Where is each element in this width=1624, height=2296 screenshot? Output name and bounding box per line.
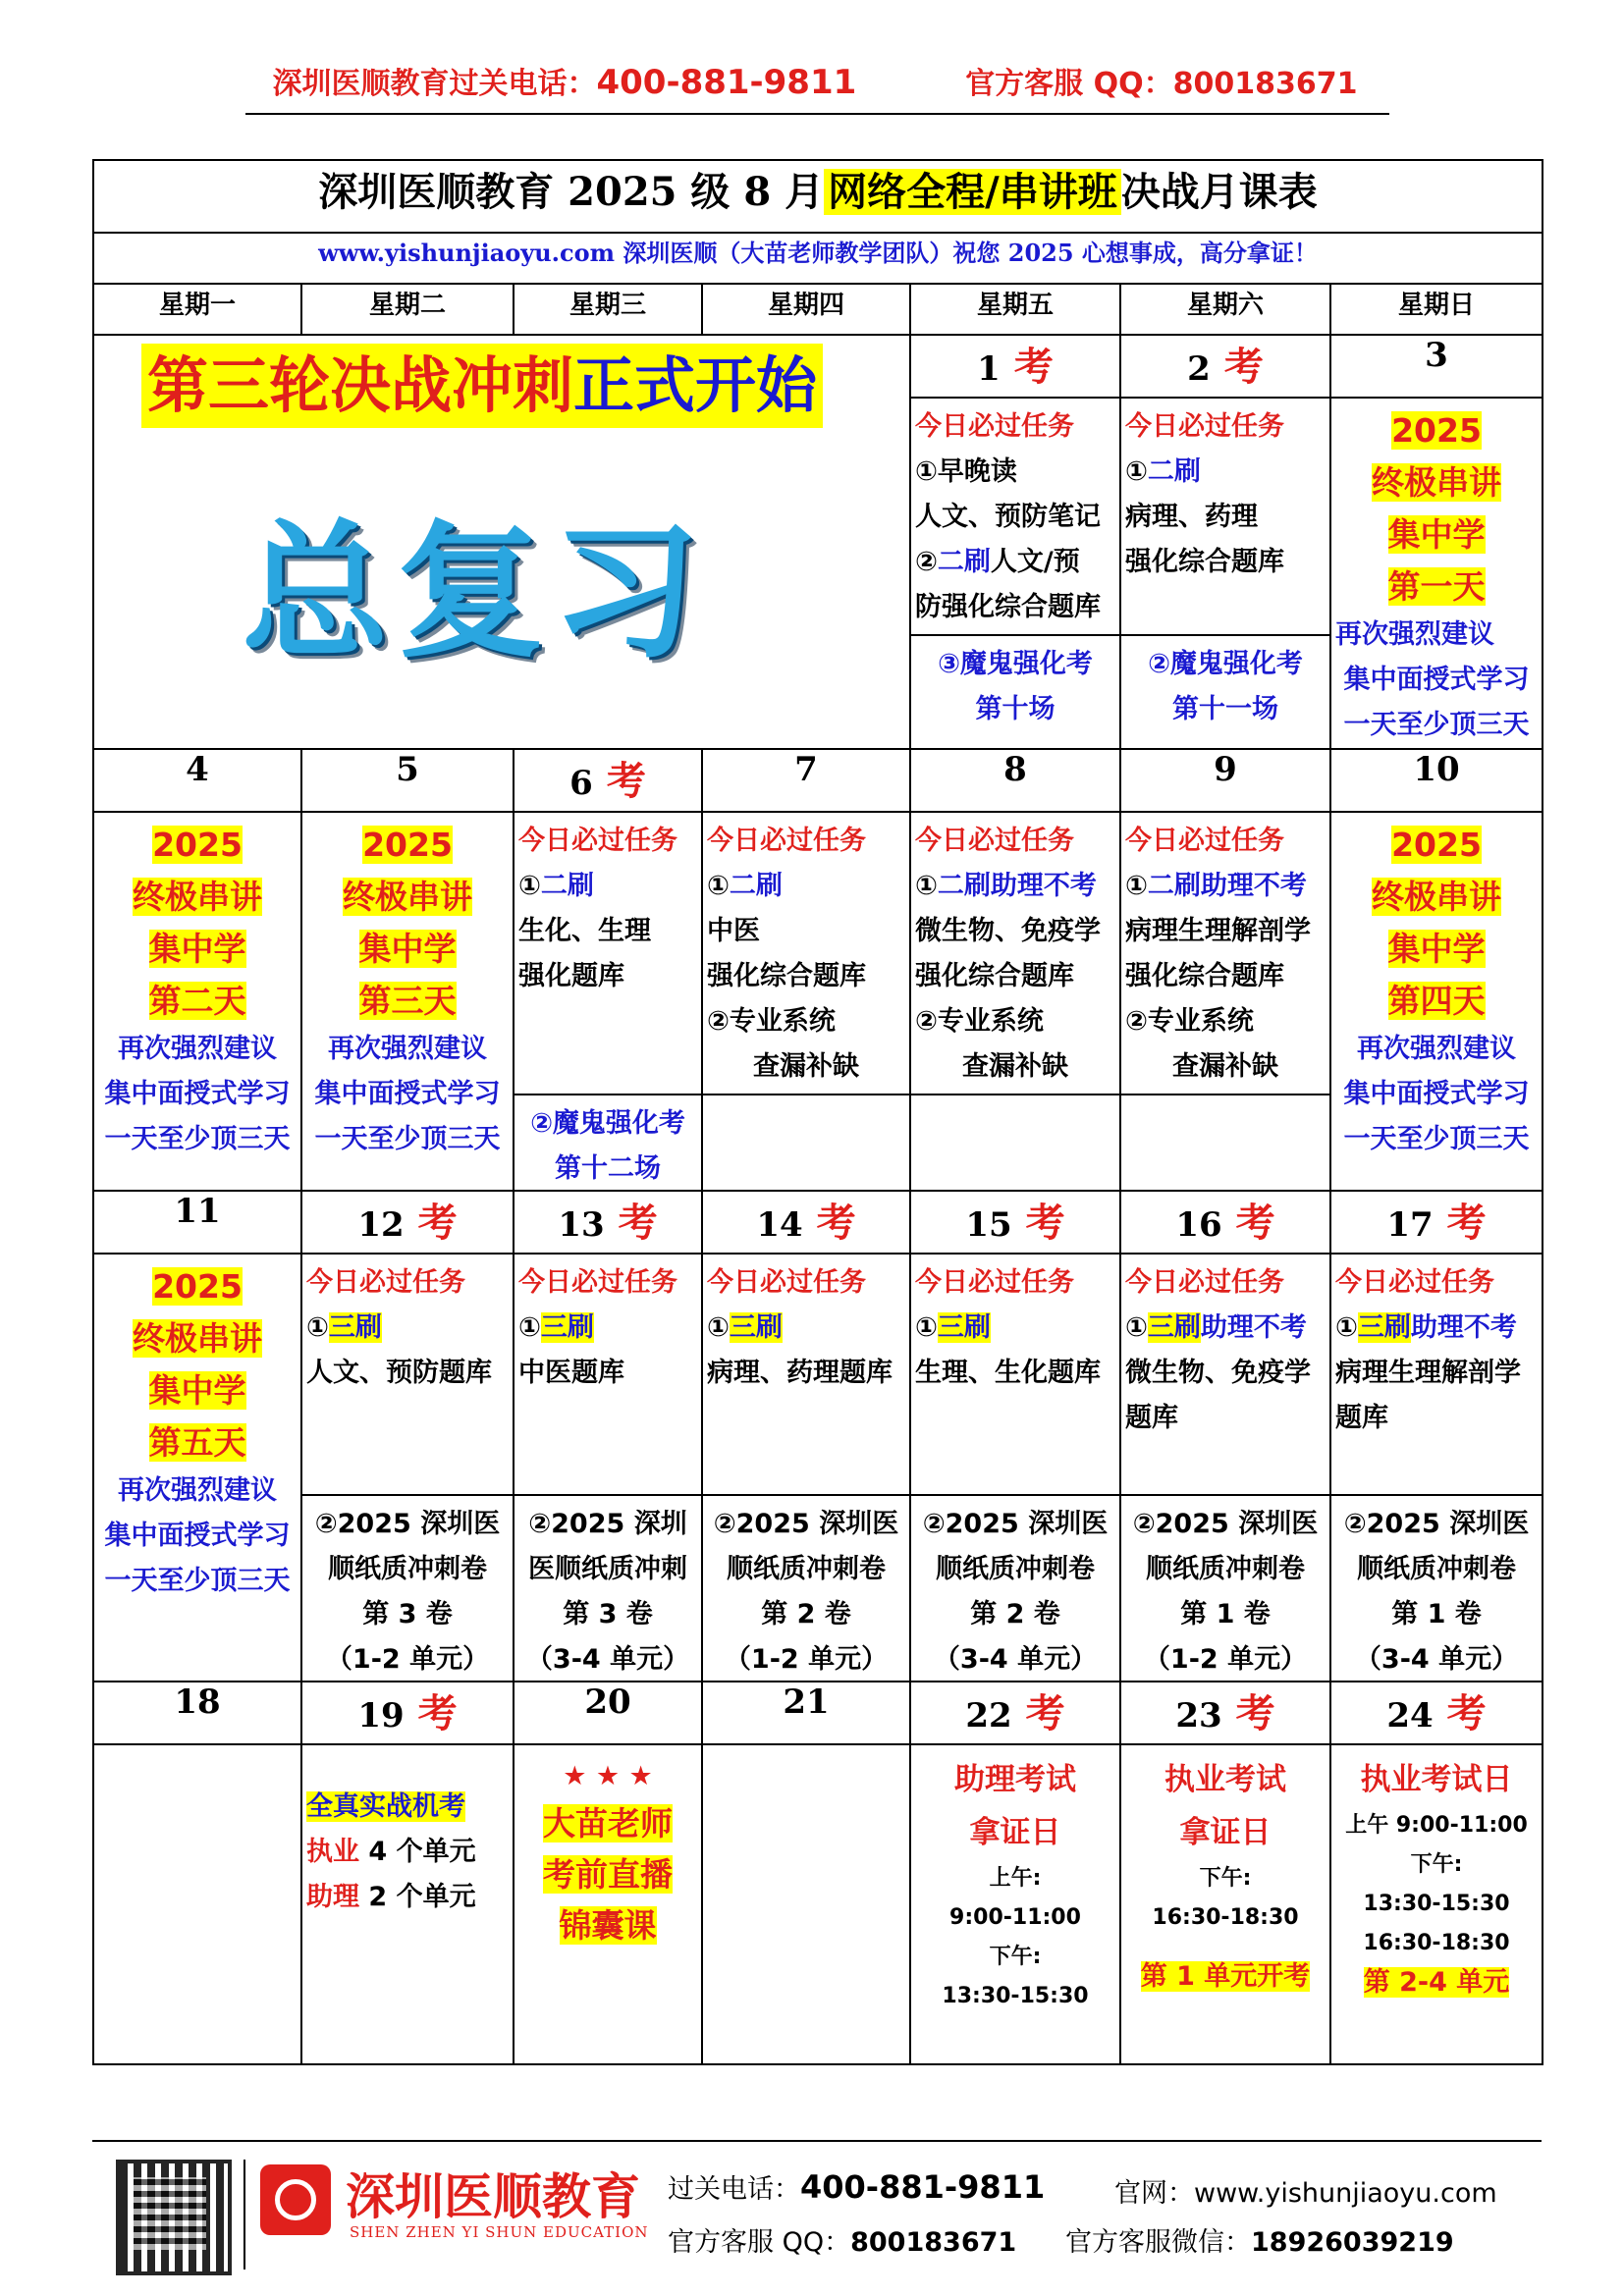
qr-code-inner bbox=[134, 2177, 206, 2250]
promo-big-text: 总复习 bbox=[242, 507, 708, 678]
header-contact bbox=[245, 59, 1384, 102]
title-highlight: 网络全程/串讲班 bbox=[824, 169, 1121, 215]
date-14: 14 考 bbox=[702, 1191, 910, 1254]
weekday-mon: 星期一 bbox=[93, 284, 301, 335]
header-qq-label: 官方客服 QQ： bbox=[965, 67, 1173, 101]
weekday-sat: 星期六 bbox=[1120, 284, 1330, 335]
day-19-content: 全真实战机考 执业 4 个单元 助理 2 个单元 bbox=[301, 1744, 514, 2064]
date-5: 5 bbox=[301, 749, 514, 812]
weekday-fri: 星期五 bbox=[910, 284, 1120, 335]
day-2-content: 今日必过任务 ①二刷 病理、药理 强化综合题库 ②魔鬼强化考 第十一场 bbox=[1120, 398, 1330, 749]
star-icon: ★ ★ ★ bbox=[563, 1761, 653, 1791]
date-19: 19 考 bbox=[301, 1682, 514, 1744]
date-13: 13 考 bbox=[514, 1191, 702, 1254]
day-4-content: 2025 终极串讲 集中学 第二天 再次强烈建议 集中面授式学习 一天至少顶三天 bbox=[93, 812, 301, 1191]
day-17-content: 今日必过任务 ①三刷助理不考 病理生理解剖学 题库 ②2025 深圳医 顺纸质冲刺卷 第 1 卷 （3-4 单元） bbox=[1330, 1254, 1543, 1682]
day-1-content: 今日必过任务 ①早晚读 人文、预防笔记 ②二刷人文/预 防强化综合题库 ③魔鬼强化考 第十场 bbox=[910, 398, 1120, 749]
day-12-content: 今日必过任务 ①三刷 人文、预防题库 ②2025 深圳医 顺纸质冲刺卷 第 3 卷 （1-2 单元） bbox=[301, 1254, 514, 1682]
brand-name: 深圳医顺教育 bbox=[346, 2168, 640, 2225]
calendar-subtitle: www.yishunjiaoyu.com 深圳医顺（大苗老师教学团队）祝您 2025 心想事成，高分拿证！ bbox=[93, 233, 1543, 284]
date-8: 8 bbox=[910, 749, 1120, 812]
day-23-content: 执业考试 拿证日 下午: 16:30-18:30 第 1 单元开考 bbox=[1120, 1744, 1330, 2064]
day-3-content: 2025 终极串讲 集中学 第一天 再次强烈建议 集中面授式学习 一天至少顶三天 bbox=[1330, 398, 1543, 749]
footer-website: 官网：www.yishunjiaoyu.com bbox=[1114, 2178, 1497, 2209]
date-23: 23 考 bbox=[1120, 1682, 1330, 1744]
footer-qq: 官方客服 QQ：800183671 bbox=[668, 2227, 1017, 2258]
day-18-content bbox=[93, 1744, 301, 2064]
footer-divider bbox=[92, 2140, 1542, 2142]
header-divider bbox=[245, 113, 1389, 115]
date-3: 3 bbox=[1330, 335, 1543, 398]
footer-separator bbox=[244, 2160, 245, 2269]
weekday-sun: 星期日 bbox=[1330, 284, 1543, 335]
day-9-content: 今日必过任务 ①二刷助理不考 病理生理解剖学 强化综合题库 ②专业系统 查漏补缺 bbox=[1120, 812, 1330, 1191]
weekday-wed: 星期三 bbox=[514, 284, 702, 335]
date-20: 20 bbox=[514, 1682, 702, 1744]
exam-mark: 考 bbox=[1013, 345, 1054, 390]
day-24-content: 执业考试日 上午 9:00-11:00 下午: 13:30-15:30 16:30-18:30 第 2-4 单元 bbox=[1330, 1744, 1543, 2064]
date-18: 18 bbox=[93, 1682, 301, 1744]
date-7: 7 bbox=[702, 749, 910, 812]
header-hotline-label: 深圳医顺教育过关电话： bbox=[272, 67, 597, 101]
date-22: 22 考 bbox=[910, 1682, 1120, 1744]
day-7-content: 今日必过任务 ①二刷 中医 强化综合题库 ②专业系统 查漏补缺 bbox=[702, 812, 910, 1191]
day-16-content: 今日必过任务 ①三刷助理不考 微生物、免疫学 题库 ②2025 深圳医 顺纸质冲刺卷 第 1 卷 （1-2 单元） bbox=[1120, 1254, 1330, 1682]
day-21-content bbox=[702, 1744, 910, 2064]
date-11: 11 bbox=[93, 1191, 301, 1254]
date-10: 10 bbox=[1330, 749, 1543, 812]
date-21: 21 bbox=[702, 1682, 910, 1744]
weekday-header bbox=[93, 284, 1543, 335]
website-link[interactable]: www.yishunjiaoyu.com bbox=[1194, 2178, 1497, 2209]
day-14-content: 今日必过任务 ①三刷 病理、药理题库 ②2025 深圳医 顺纸质冲刺卷 第 2 卷 （1-2 单元） bbox=[702, 1254, 910, 1682]
day-20-content: ★ ★ ★ 大苗老师 考前直播 锦囊课 bbox=[514, 1744, 702, 2064]
date-1: 1 考 bbox=[910, 335, 1120, 398]
brand-logo-mark bbox=[275, 2179, 316, 2220]
weekday-tue: 星期二 bbox=[301, 284, 514, 335]
date-2: 2 考 bbox=[1120, 335, 1330, 398]
exam-mark: 考 bbox=[1223, 345, 1264, 390]
calendar-table bbox=[92, 159, 1543, 2065]
date-6: 6 考 bbox=[514, 749, 702, 812]
date-24: 24 考 bbox=[1330, 1682, 1543, 1744]
date-15: 15 考 bbox=[910, 1191, 1120, 1254]
date-12: 12 考 bbox=[301, 1191, 514, 1254]
day-10-content: 2025 终极串讲 集中学 第四天 再次强烈建议 集中面授式学习 一天至少顶三天 bbox=[1330, 812, 1543, 1191]
day-13-content: 今日必过任务 ①三刷 中医题库 ②2025 深圳 医顺纸质冲刺 第 3 卷 （3-4 单元） bbox=[514, 1254, 702, 1682]
header-qq-number: 800183671 bbox=[1172, 67, 1358, 101]
footer-hotline: 过关电话：400-881-9811 bbox=[668, 2168, 1046, 2206]
title-prefix: 深圳医顺教育 2025 级 8 月 bbox=[318, 169, 825, 215]
day-8-content: 今日必过任务 ①二刷助理不考 微生物、免疫学 强化综合题库 ②专业系统 查漏补缺 bbox=[910, 812, 1120, 1191]
promo-title: 第三轮决战冲刺正式开始 bbox=[141, 344, 823, 428]
brand-subtitle: SHEN ZHEN YI SHUN EDUCATION bbox=[350, 2223, 649, 2241]
day-15-content: 今日必过任务 ①三刷 生理、生化题库 ②2025 深圳医 顺纸质冲刺卷 第 2 卷 （3-4 单元） bbox=[910, 1254, 1120, 1682]
day-6-content: 今日必过任务 ①二刷 生化、生理 强化题库 ②魔鬼强化考 第十二场 bbox=[514, 812, 702, 1191]
calendar-title bbox=[93, 160, 1543, 233]
date-4: 4 bbox=[93, 749, 301, 812]
date-17: 17 考 bbox=[1330, 1191, 1543, 1254]
header-hotline-number: 400-881-9811 bbox=[596, 63, 857, 102]
date-9: 9 bbox=[1120, 749, 1330, 812]
footer-wechat: 官方客服微信：18926039219 bbox=[1065, 2227, 1454, 2258]
promo-banner bbox=[93, 335, 910, 749]
day-22-content: 助理考试 拿证日 上午: 9:00-11:00 下午: 13:30-15:30 bbox=[910, 1744, 1120, 2064]
weekday-thu: 星期四 bbox=[702, 284, 910, 335]
day-11-content: 2025 终极串讲 集中学 第五天 再次强烈建议 集中面授式学习 一天至少顶三天 bbox=[93, 1254, 301, 1682]
day-5-content: 2025 终极串讲 集中学 第三天 再次强烈建议 集中面授式学习 一天至少顶三天 bbox=[301, 812, 514, 1191]
date-16: 16 考 bbox=[1120, 1191, 1330, 1254]
title-suffix: 决战月课表 bbox=[1120, 169, 1318, 215]
